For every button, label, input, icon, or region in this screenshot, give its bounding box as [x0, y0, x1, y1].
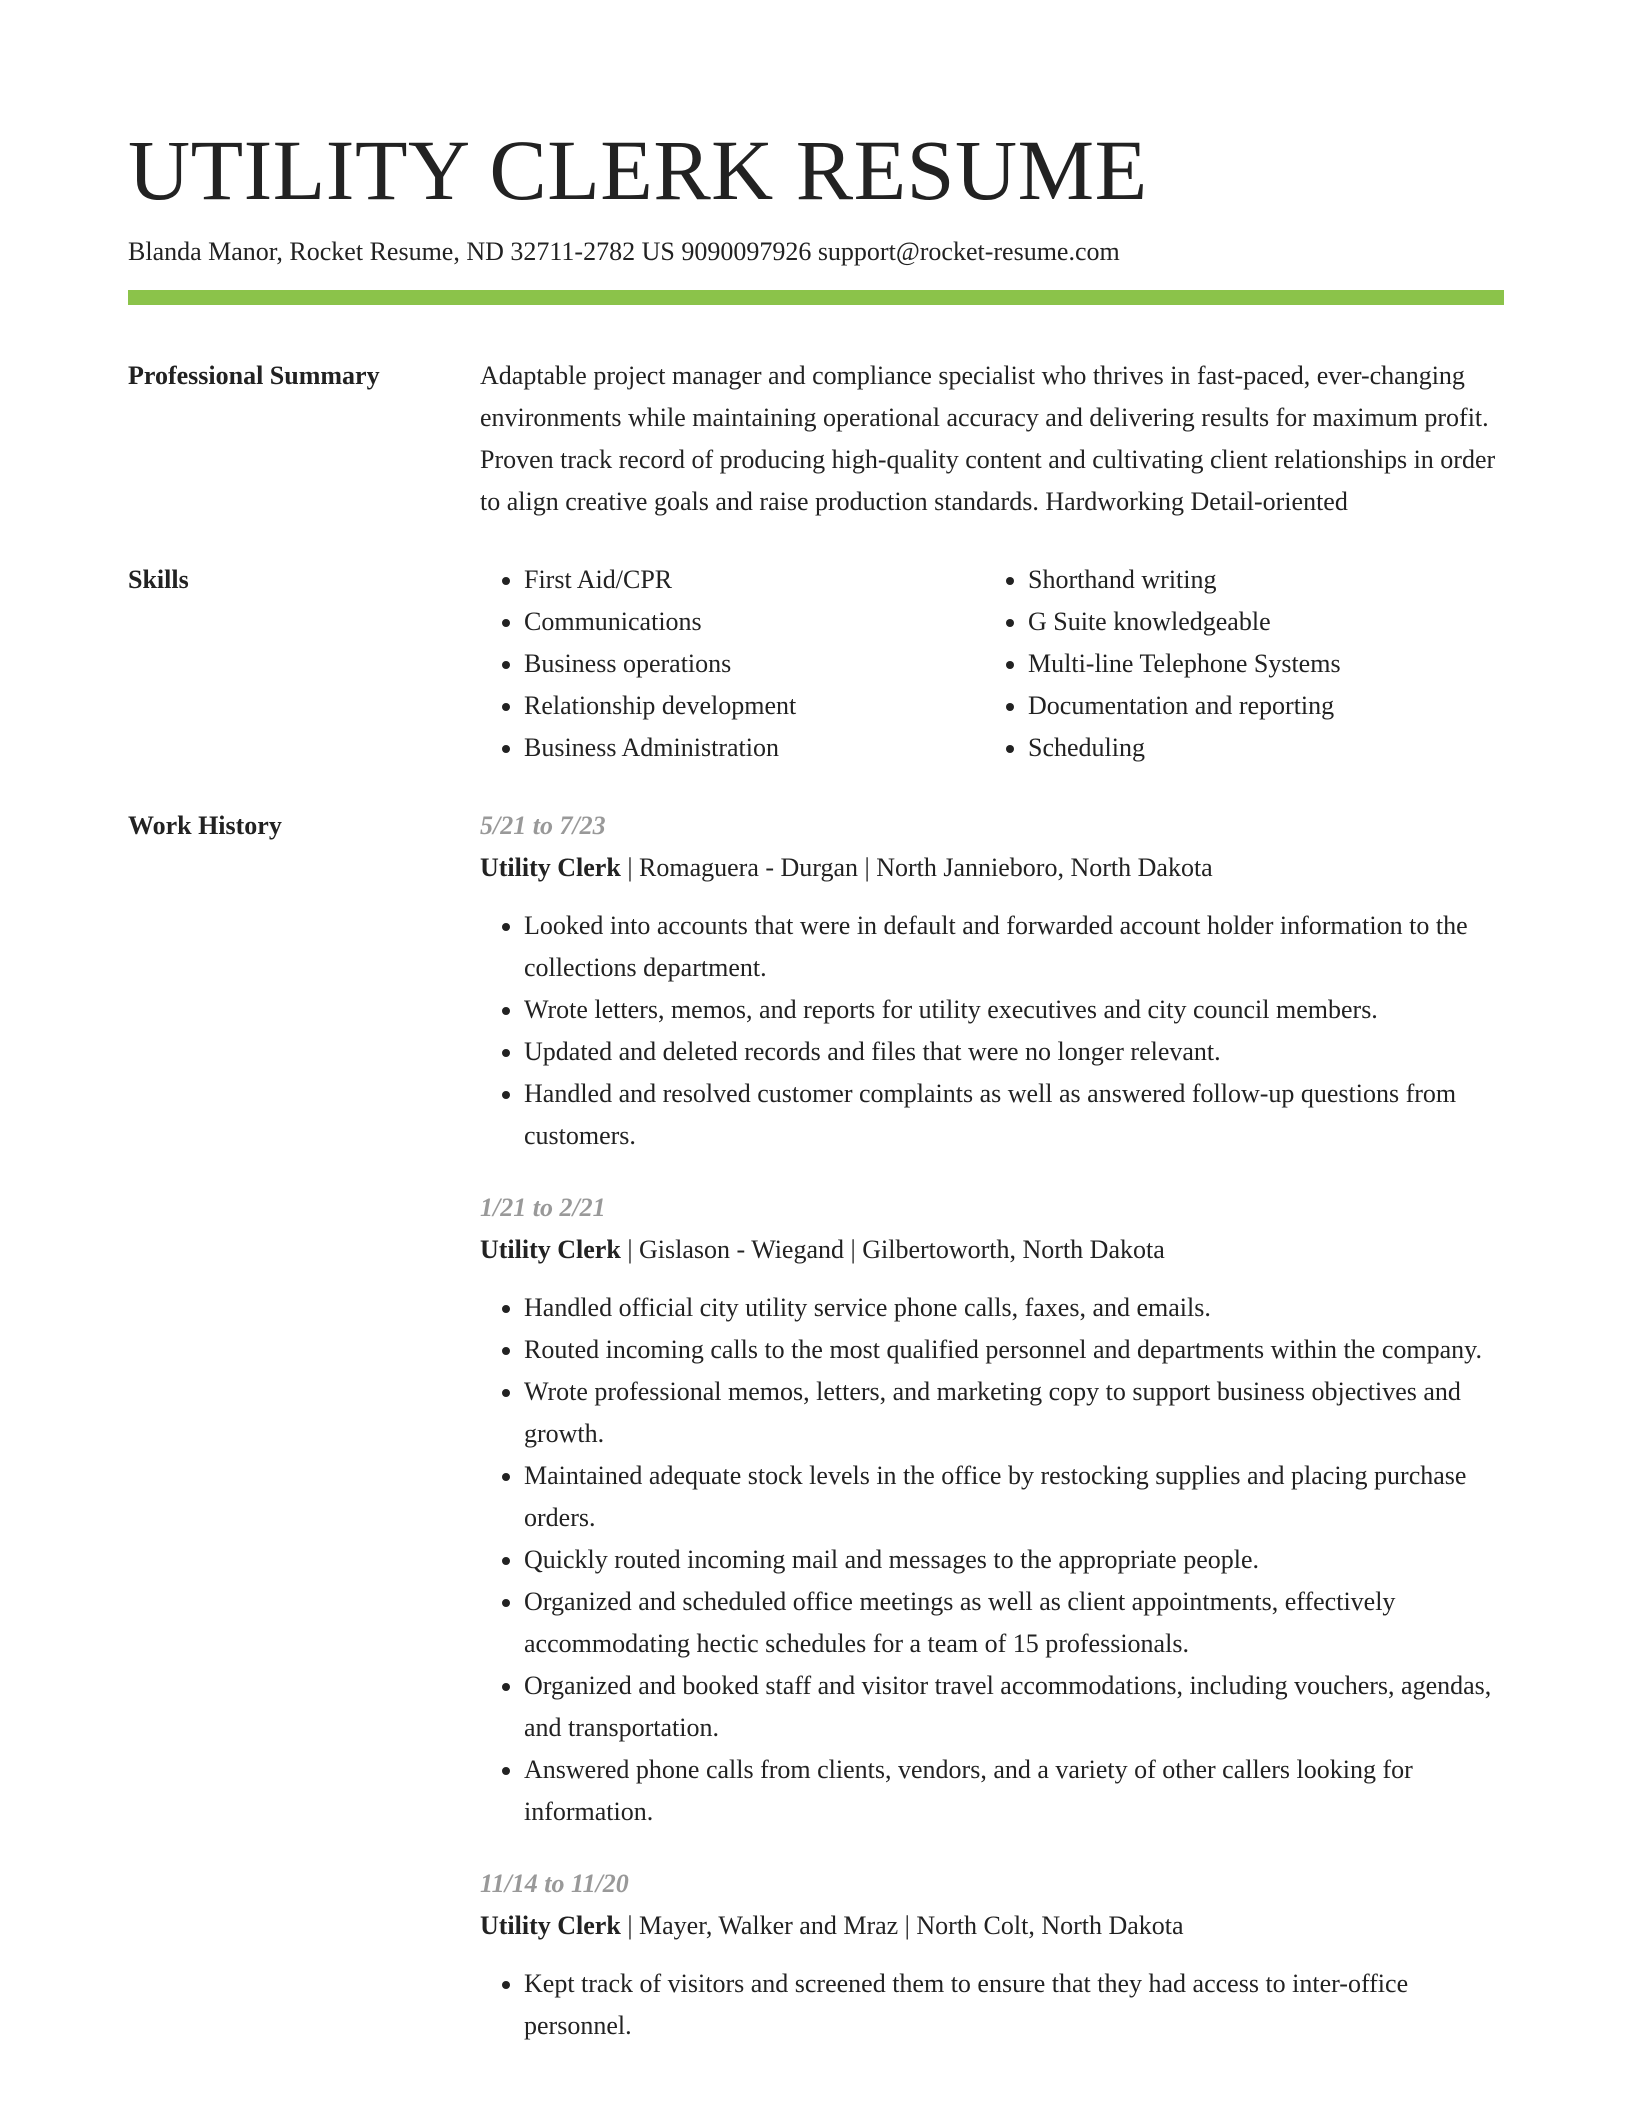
summary-label: Professional Summary [128, 361, 380, 390]
skills-column-2 [984, 559, 1488, 769]
job-date: 11/14 to 11/20 [480, 1869, 629, 1898]
job-details: | Mayer, Walker and Mraz | North Colt, North Dakota [620, 1911, 1184, 1940]
job-title: Utility Clerk [480, 1911, 621, 1940]
skill-item: • G Suite knowledgeable [1028, 601, 1488, 643]
work-history-section [128, 805, 1504, 2047]
job-bullet: • Looked into accounts that were in default and forwarded account holder information to the collections department. [524, 905, 1504, 989]
job-bullet: • Organized and booked staff and visitor travel accommodations, including vouchers, agendas, and transportation. [524, 1665, 1504, 1749]
skill-item: • First Aid/CPR [524, 559, 984, 601]
skills-section [128, 559, 1504, 769]
resume-title: UTILITY CLERK RESUME [128, 122, 1148, 218]
job-bullet: • Kept track of visitors and screened them to ensure that they had access to inter-office personnel. [524, 1963, 1504, 2047]
job-entry [480, 1863, 1504, 2047]
skill-item: • Relationship development [524, 685, 984, 727]
job-entry [480, 805, 1504, 1157]
job-bullets [480, 905, 1504, 1157]
skills-column-1 [480, 559, 984, 769]
resume-page [128, 120, 1504, 2047]
skill-item: • Scheduling [1028, 727, 1488, 769]
job-bullet: • Wrote letters, memos, and reports for utility executives and city council members. [524, 989, 1504, 1031]
accent-divider [128, 290, 1504, 305]
summary-text: Adaptable project manager and compliance specialist who thrives in fast-paced, ever-changing environments while maintaining operational accuracy and delivering results for maximum profit. Proven track record of producing high-quality content and cultivating client relationships in order to align creative goals and raise production standards. Hardworking Detail-oriented [480, 361, 1496, 516]
job-details: | Gislason - Wiegand | Gilbertoworth, North Dakota [620, 1235, 1165, 1264]
job-title: Utility Clerk [480, 853, 621, 882]
contact-line: Blanda Manor, Rocket Resume, ND 32711-2782 US 9090097926 support@rocket-resume.com [128, 237, 1120, 266]
job-heading [480, 847, 1504, 889]
job-bullet: • Wrote professional memos, letters, and marketing copy to support business objectives and growth. [524, 1371, 1504, 1455]
skill-item: • Communications [524, 601, 984, 643]
job-bullet: • Handled and resolved customer complaints as well as answered follow-up questions from customers. [524, 1073, 1504, 1157]
skill-item: • Multi-line Telephone Systems [1028, 643, 1488, 685]
job-title: Utility Clerk [480, 1235, 621, 1264]
job-bullet: • Handled official city utility service phone calls, faxes, and emails. [524, 1287, 1504, 1329]
job-entry [480, 1187, 1504, 1833]
job-date: 1/21 to 2/21 [480, 1193, 606, 1222]
skill-item: • Business Administration [524, 727, 984, 769]
job-bullet: • Routed incoming calls to the most qualified personnel and departments within the company. [524, 1329, 1504, 1371]
skill-item: • Shorthand writing [1028, 559, 1488, 601]
job-date: 5/21 to 7/23 [480, 811, 606, 840]
job-bullet: • Organized and scheduled office meetings as well as client appointments, effectively accommodating hectic schedules for a team of 15 professionals. [524, 1581, 1504, 1665]
summary-section [128, 355, 1504, 523]
job-bullet: • Maintained adequate stock levels in the office by restocking supplies and placing purchase orders. [524, 1455, 1504, 1539]
job-bullets [480, 1963, 1504, 2047]
work-history-label: Work History [128, 811, 282, 840]
job-heading [480, 1229, 1504, 1271]
job-bullets [480, 1287, 1504, 1833]
job-bullet: • Answered phone calls from clients, vendors, and a variety of other callers looking for information. [524, 1749, 1504, 1833]
job-details: | Romaguera - Durgan | North Jannieboro, North Dakota [620, 853, 1213, 882]
job-bullet: • Quickly routed incoming mail and messages to the appropriate people. [524, 1539, 1504, 1581]
job-bullet: • Updated and deleted records and files that were no longer relevant. [524, 1031, 1504, 1073]
skill-item: • Business operations [524, 643, 984, 685]
skill-item: • Documentation and reporting [1028, 685, 1488, 727]
skills-label: Skills [128, 565, 189, 594]
job-heading [480, 1905, 1504, 1947]
